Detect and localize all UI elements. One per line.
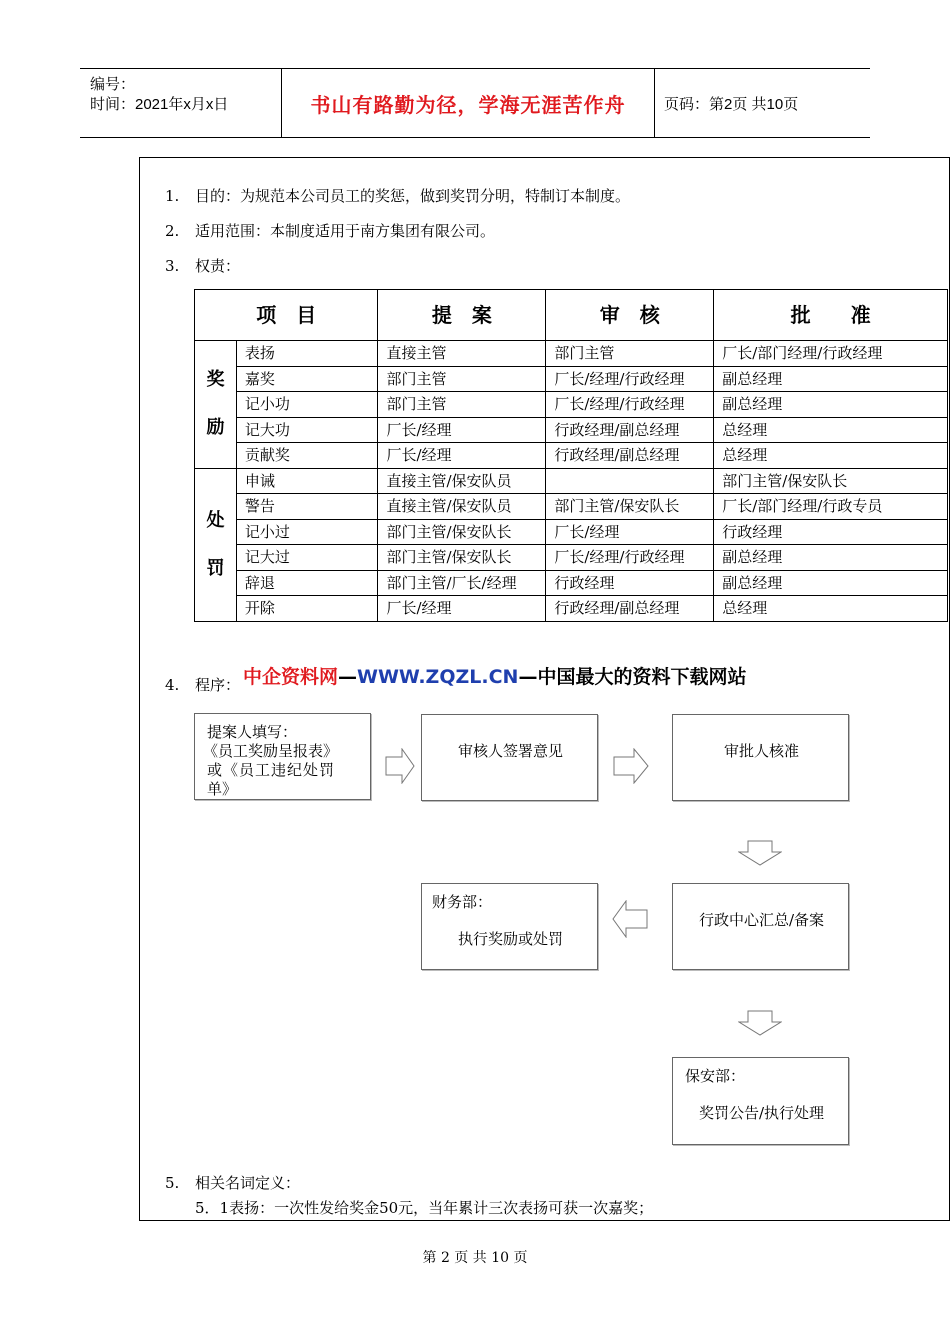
table-cell: 直接主管/保安队员 [378, 494, 546, 520]
section-number: 1. [165, 187, 180, 205]
section-text: 相关名词定义： [195, 1174, 301, 1192]
table-cell: 厂长/部门经理/行政专员 [714, 494, 948, 520]
table-cell: 部门主管 [378, 366, 546, 392]
table-row [195, 570, 948, 596]
section-number: 3. [165, 257, 180, 275]
flow-box-security [672, 1057, 849, 1145]
table-cell: 表扬 [236, 341, 378, 367]
table-cell: 记大过 [236, 545, 378, 571]
table-row [195, 494, 948, 520]
table-row [195, 366, 948, 392]
table-cell: 记大功 [236, 417, 378, 443]
table-cell: 部门主管 [546, 341, 714, 367]
table-cell [546, 468, 714, 494]
flow-text: 执行奖励或处罚 [457, 930, 563, 948]
table-cell: 部门主管/厂长/经理 [378, 570, 546, 596]
header-page-info: 页码：第2页 共10页 [664, 96, 799, 113]
flow-text: 审核人签署意见 [457, 742, 563, 760]
table-cell: 行政经理 [714, 519, 948, 545]
flow-text: 行政中心汇总/备案 [698, 911, 825, 929]
header-review: 审 核 [546, 290, 714, 341]
table-cell: 部门主管 [378, 392, 546, 418]
flow-text: 《员工奖励呈报表》 [203, 742, 339, 760]
banner-slogan: 中国最大的资料下载网站 [537, 666, 747, 688]
table-cell: 申诫 [236, 468, 378, 494]
section-3 [165, 256, 240, 276]
table-cell: 记小功 [236, 392, 378, 418]
flow-text: 保安部： [685, 1067, 746, 1085]
authority-table [194, 289, 948, 622]
table-cell: 副总经理 [714, 545, 948, 571]
table-cell: 厂长/经理 [378, 417, 546, 443]
banner-dash: — [518, 666, 538, 688]
table-cell: 总经理 [714, 417, 948, 443]
section-number: 2. [165, 222, 180, 240]
table-cell: 厂长/部门经理/行政经理 [714, 341, 948, 367]
header-divider [654, 69, 655, 137]
table-cell: 行政经理/副总经理 [546, 596, 714, 622]
section-text: 目的：为规范本公司员工的奖惩，做到奖罚分明，特制订本制度。 [195, 187, 631, 205]
arrow-down-icon [738, 1010, 782, 1036]
table-cell: 部门主管/保安队长 [378, 545, 546, 571]
table-cell: 总经理 [714, 443, 948, 469]
flow-text: 奖罚公告/执行处理 [698, 1104, 825, 1122]
table-row [195, 417, 948, 443]
header-approve: 批 准 [714, 290, 948, 341]
arrow-left-icon [612, 900, 648, 938]
table-cell: 直接主管 [378, 341, 546, 367]
time-label: 时间：2021年x月x日 [90, 96, 229, 113]
section-text: 程序： [195, 676, 241, 694]
table-header-row [195, 290, 948, 341]
header-propose: 提 案 [378, 290, 546, 341]
page-footer: 第 2 页 共 10 页 [422, 1250, 528, 1266]
table-row [195, 341, 948, 367]
table-cell: 记小过 [236, 519, 378, 545]
flow-box-proposer [194, 713, 371, 800]
flow-text: 审批人核准 [723, 742, 799, 760]
table-cell: 厂长/经理/行政经理 [546, 392, 714, 418]
section-2 [165, 221, 495, 241]
table-row [195, 392, 948, 418]
table-cell: 厂长/经理/行政经理 [546, 545, 714, 571]
table-cell: 总经理 [714, 596, 948, 622]
arrow-right-icon [613, 748, 649, 784]
group-penalty-label: 处 罚 [195, 468, 237, 621]
banner-url: WWW.ZQZL.CN [357, 666, 519, 688]
watermark-banner [243, 662, 746, 689]
table-row [195, 468, 948, 494]
table-row [195, 519, 948, 545]
flow-box-admin-center [672, 883, 849, 970]
flow-text: 或《员工违纪处罚 [207, 761, 336, 779]
table-cell: 贡献奖 [236, 443, 378, 469]
flow-text: 提案人填写： [207, 723, 298, 741]
arrow-right-icon [385, 748, 415, 784]
header-item: 项 目 [195, 290, 378, 341]
table-row [195, 596, 948, 622]
table-cell: 开除 [236, 596, 378, 622]
flow-box-finance [421, 883, 598, 970]
table-cell: 副总经理 [714, 392, 948, 418]
section-number: 5. [165, 1174, 180, 1192]
section-text: 权责： [195, 257, 241, 275]
table-cell: 行政经理/副总经理 [546, 417, 714, 443]
section-5-1: 5．1表扬：一次性发给奖金50元，当年累计三次表扬可获一次嘉奖； [195, 1199, 654, 1217]
section-text: 适用范围：本制度适用于南方集团有限公司。 [195, 222, 496, 240]
table-cell: 厂长/经理 [378, 443, 546, 469]
table-cell: 部门主管/保安队长 [546, 494, 714, 520]
table-cell: 辞退 [236, 570, 378, 596]
table-cell: 厂长/经理 [546, 519, 714, 545]
table-cell: 厂长/经理/行政经理 [546, 366, 714, 392]
table-cell: 警告 [236, 494, 378, 520]
flow-text: 财务部： [432, 893, 493, 911]
arrow-down-icon [738, 840, 782, 866]
section-4 [165, 675, 240, 695]
group-reward-label: 奖 励 [195, 341, 237, 469]
section-5 [165, 1173, 300, 1193]
header-meta [90, 75, 228, 115]
table-cell: 嘉奖 [236, 366, 378, 392]
flow-box-approver [672, 714, 849, 801]
table-cell: 厂长/经理 [378, 596, 546, 622]
number-label: 编号： [90, 76, 136, 93]
banner-dash: — [338, 666, 358, 688]
flow-text: 单》 [207, 780, 238, 798]
section-number: 4. [165, 676, 180, 694]
table-cell: 副总经理 [714, 366, 948, 392]
table-row [195, 545, 948, 571]
banner-site-name: 中企资料网 [243, 666, 339, 688]
section-1 [165, 186, 630, 206]
table-cell: 部门主管/保安队长 [714, 468, 948, 494]
header-motto: 书山有路勤为径，学海无涯苦作舟 [310, 93, 626, 117]
table-cell: 部门主管/保安队长 [378, 519, 546, 545]
flow-box-reviewer [421, 714, 598, 801]
table-cell: 副总经理 [714, 570, 948, 596]
table-cell: 行政经理 [546, 570, 714, 596]
table-cell: 直接主管/保安队员 [378, 468, 546, 494]
page-header [80, 68, 870, 138]
table-row [195, 443, 948, 469]
table-cell: 行政经理/副总经理 [546, 443, 714, 469]
